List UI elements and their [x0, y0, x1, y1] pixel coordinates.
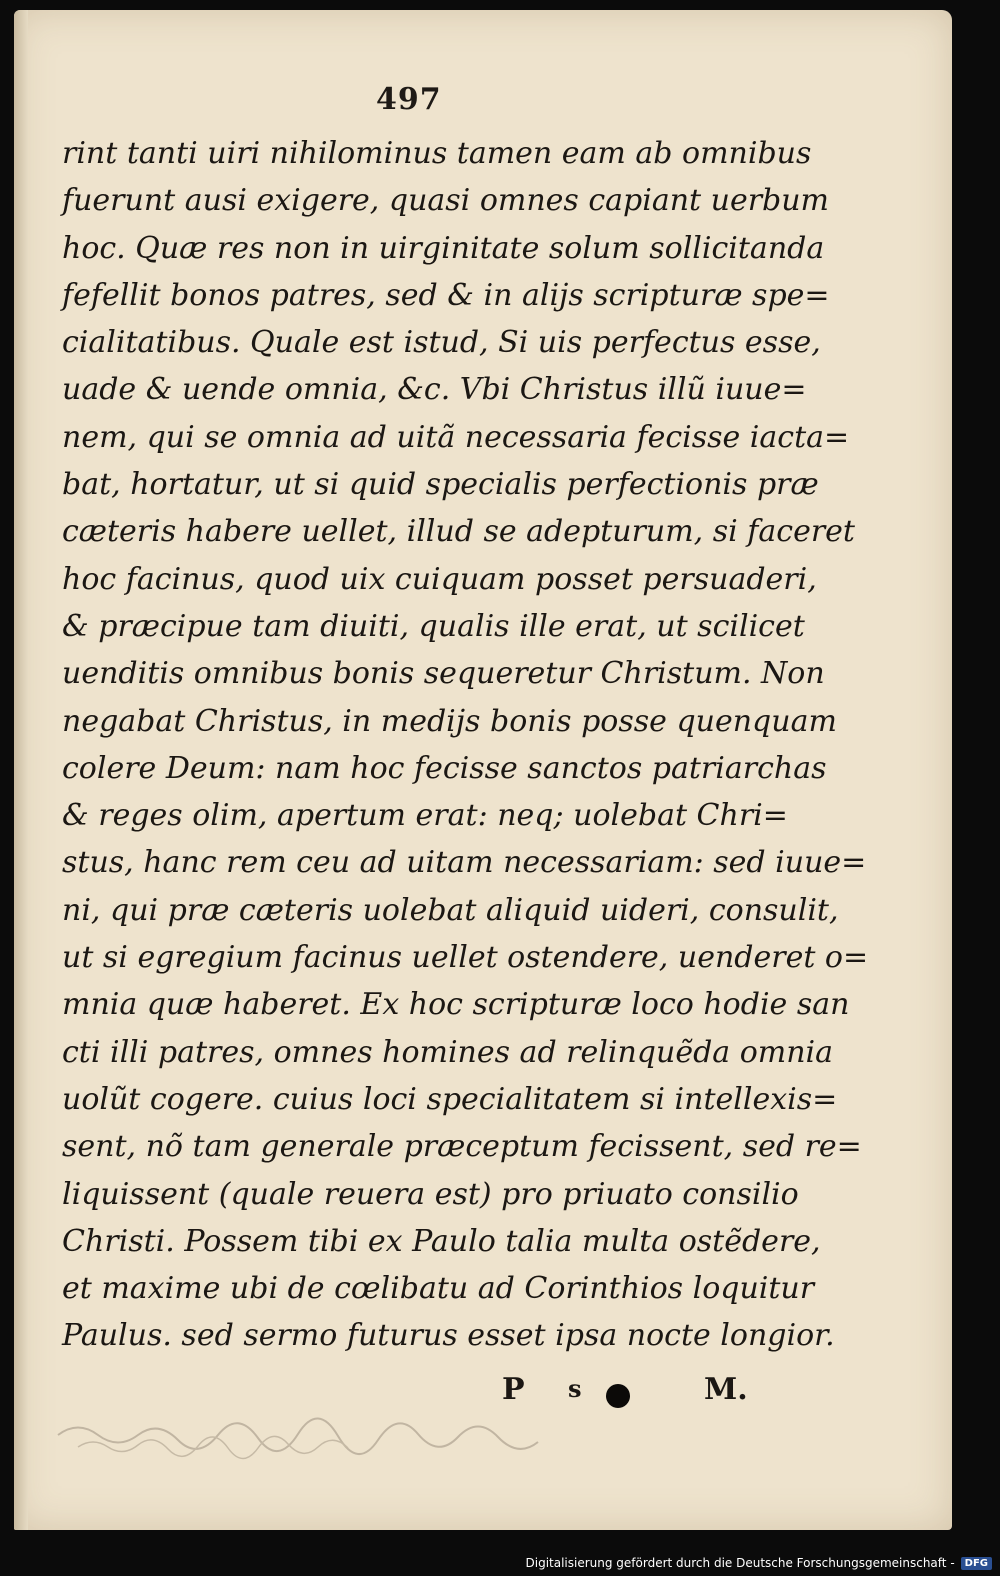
- text-line: nem, qui se omnia ad uitã necessaria fecisse iacta=: [62, 419, 850, 455]
- text-line: ut si egregium facinus uellet ostendere, uenderet o=: [62, 940, 869, 976]
- text-line: hoc facinus, quod uix cuiquam posset persuaderi,: [62, 561, 817, 597]
- text-line: uolũt cogere. cuius loci specialitatem si intellexis=: [62, 1081, 838, 1117]
- catchword-p: P: [502, 1372, 525, 1407]
- page-gutter-edge: [14, 10, 28, 1530]
- text-line: et maxime ubi de cœlibatu ad Corinthios loquitur: [62, 1271, 815, 1307]
- text-line: uenditis omnibus bonis sequeretur Christum. Non: [62, 656, 825, 692]
- text-line: stus, hanc rem ceu ad uitam necessariam: sed iuue=: [62, 845, 867, 881]
- text-line: colere Deum: nam hoc fecisse sanctos patriarchas: [62, 750, 827, 786]
- text-line: bat, hortatur, ut si quid specialis perfectionis præ: [62, 467, 819, 503]
- text-line: rint tanti uiri nihilominus tamen eam ab omnibus: [62, 136, 812, 171]
- dfg-logo: DFG: [961, 1557, 992, 1570]
- text-line: cti illi patres, omnes homines ad relinquẽda omnia: [62, 1034, 834, 1070]
- credit-text: Digitalisierung gefördert durch die Deutsche Forschungsgemeinschaft -: [525, 1556, 955, 1570]
- catchword-s: s: [568, 1374, 582, 1403]
- text-line: cialitatibus. Quale est istud, Si uis perfectus esse,: [62, 325, 821, 361]
- digitization-credit: [526, 1553, 993, 1573]
- text-block: [62, 130, 869, 1360]
- book-page: [14, 10, 952, 1530]
- text-line: mnia quæ haberet. Ex hoc scripturæ loco hodie san: [62, 987, 850, 1023]
- text-line: Paulus. sed sermo futurus esset ipsa nocte longior.: [62, 1318, 835, 1354]
- text-line: & præcipue tam diuiti, qualis ille erat, ut scilicet: [62, 608, 805, 644]
- text-line: fuerunt ausi exigere, quasi omnes capiant uerbum: [62, 183, 830, 219]
- text-line: ni, qui præ cæteris uolebat aliquid uideri, consulit,: [62, 892, 839, 928]
- text-line: fefellit bonos patres, sed & in alijs scripturæ spe=: [62, 277, 830, 313]
- text-line: negabat Christus, in medijs bonis posse quenquam: [62, 703, 837, 739]
- text-line: cæteris habere uellet, illud se adepturum, si faceret: [62, 514, 855, 550]
- text-line: Christi. Possem tibi ex Paulo talia multa ostẽdere,: [62, 1223, 821, 1259]
- catchword-m: M.: [704, 1372, 748, 1407]
- ink-blot: [606, 1384, 630, 1408]
- faded-handwriting: [48, 1405, 568, 1465]
- page-number: 497: [376, 82, 442, 117]
- text-line: uade & uende omnia, &c. Vbi Christus illũ iuue=: [62, 372, 807, 408]
- text-line: liquissent (quale reuera est) pro priuato consilio: [62, 1176, 799, 1212]
- text-line: hoc. Quæ res non in uirginitate solum sollicitanda: [62, 230, 825, 266]
- text-line: sent, nõ tam generale præceptum fecissent, sed re=: [62, 1129, 862, 1165]
- text-line: & reges olim, apertum erat: neq; uolebat Chri=: [62, 798, 788, 834]
